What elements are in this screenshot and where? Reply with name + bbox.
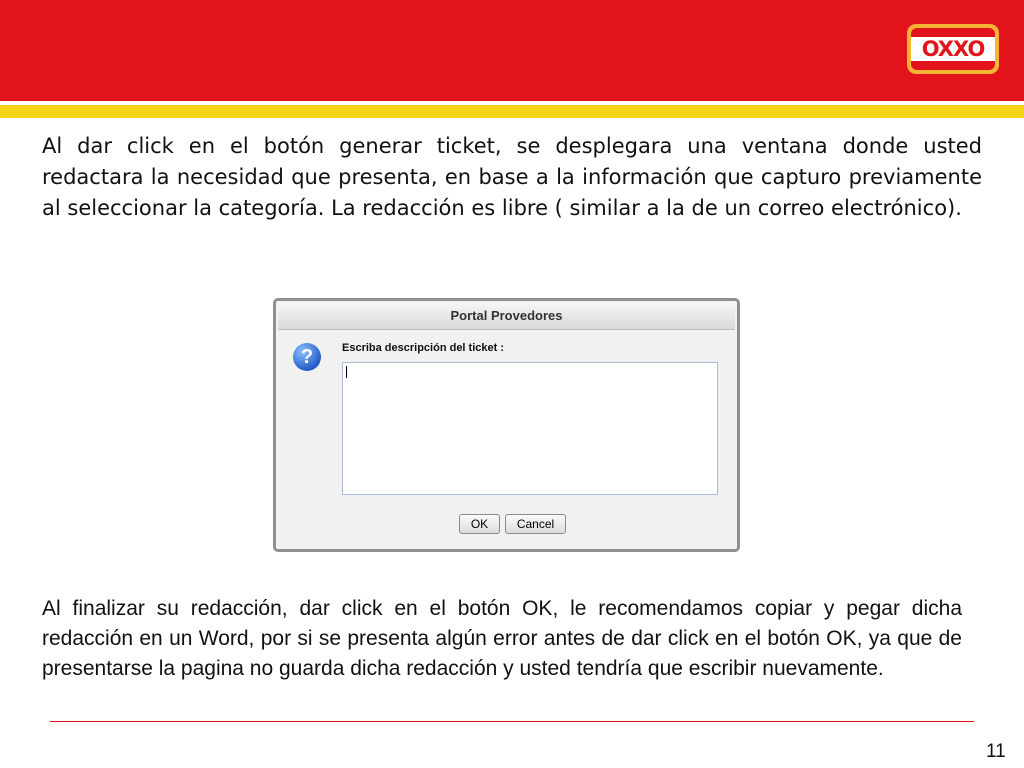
background-ghost-text-bottom: [279, 546, 741, 555]
intro-paragraph: Al dar click en el botón generar ticket, se desplegara una ventana donde usted redactara la necesidad que presenta, en base a la información que capturo previamente al seleccionar la categoría. La redacción es libre ( similar a la de un correo electrónico).: [42, 134, 982, 220]
header-red-band: [0, 0, 1024, 101]
dialog-title: Portal Provedores: [450, 308, 563, 323]
dialog-prompt: Escriba descripción del ticket :: [342, 342, 505, 354]
oxxo-logo: [907, 24, 999, 74]
ok-button[interactable]: OK: [459, 514, 500, 534]
dialog-titlebar[interactable]: [278, 303, 735, 330]
oxxo-logo-inner: [911, 28, 995, 70]
page-number: 11: [986, 741, 1006, 762]
header-yellow-strip: [0, 105, 1024, 118]
portal-dialog: [273, 298, 740, 552]
oxxo-logo-text: OXXO: [921, 37, 985, 61]
outro-paragraph: Al finalizar su redacción, dar click en el botón OK, le recomendamos copiar y pegar dicha redacción en un Word, por si se presenta algún error antes de dar click en el botón OK, ya que de presentarse la pagina no guarda dicha redacción y usted tendría que escribir nuevamente.: [42, 597, 962, 680]
text-cursor: [346, 366, 347, 378]
dialog-screenshot: [273, 298, 740, 554]
footer-rule: [50, 721, 974, 722]
question-icon: ?: [293, 343, 321, 371]
ticket-description-input[interactable]: [342, 362, 718, 495]
cancel-button[interactable]: Cancel: [505, 514, 566, 534]
